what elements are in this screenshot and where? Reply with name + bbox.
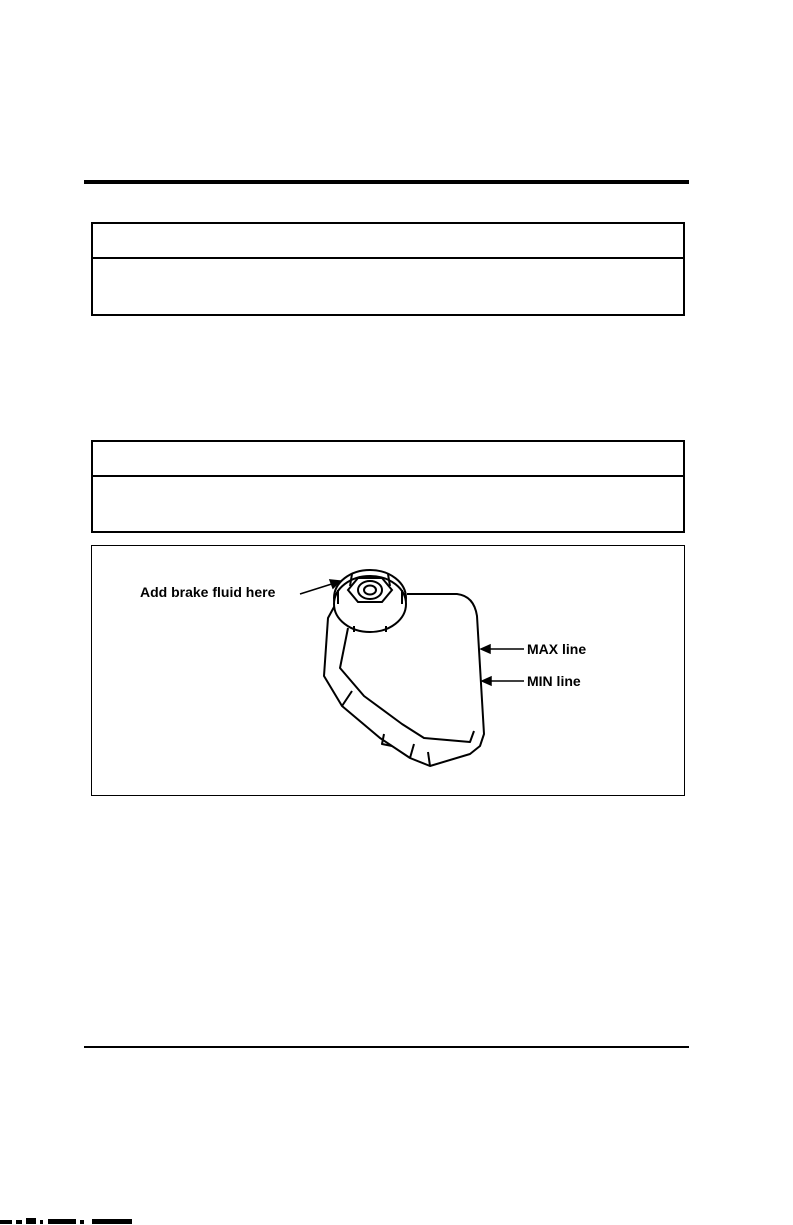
notice-box-2 — [91, 440, 685, 533]
reservoir-inner-face — [340, 628, 474, 742]
header-rule — [84, 180, 689, 184]
min-line-label: MIN line — [527, 673, 581, 689]
add-fluid-label: Add brake fluid here — [140, 584, 276, 600]
notice-box-1-heading — [93, 224, 683, 259]
notice-box-2-heading — [93, 442, 683, 477]
footer-rule — [84, 1046, 689, 1048]
brake-reservoir-figure — [91, 545, 685, 796]
notice-box-1 — [91, 222, 685, 316]
max-line-label: MAX line — [527, 641, 587, 657]
scan-edge-marks — [0, 1218, 793, 1225]
notice-box-2-body — [93, 477, 683, 532]
notice-box-1-body — [93, 259, 683, 314]
filler-cap — [334, 570, 406, 632]
